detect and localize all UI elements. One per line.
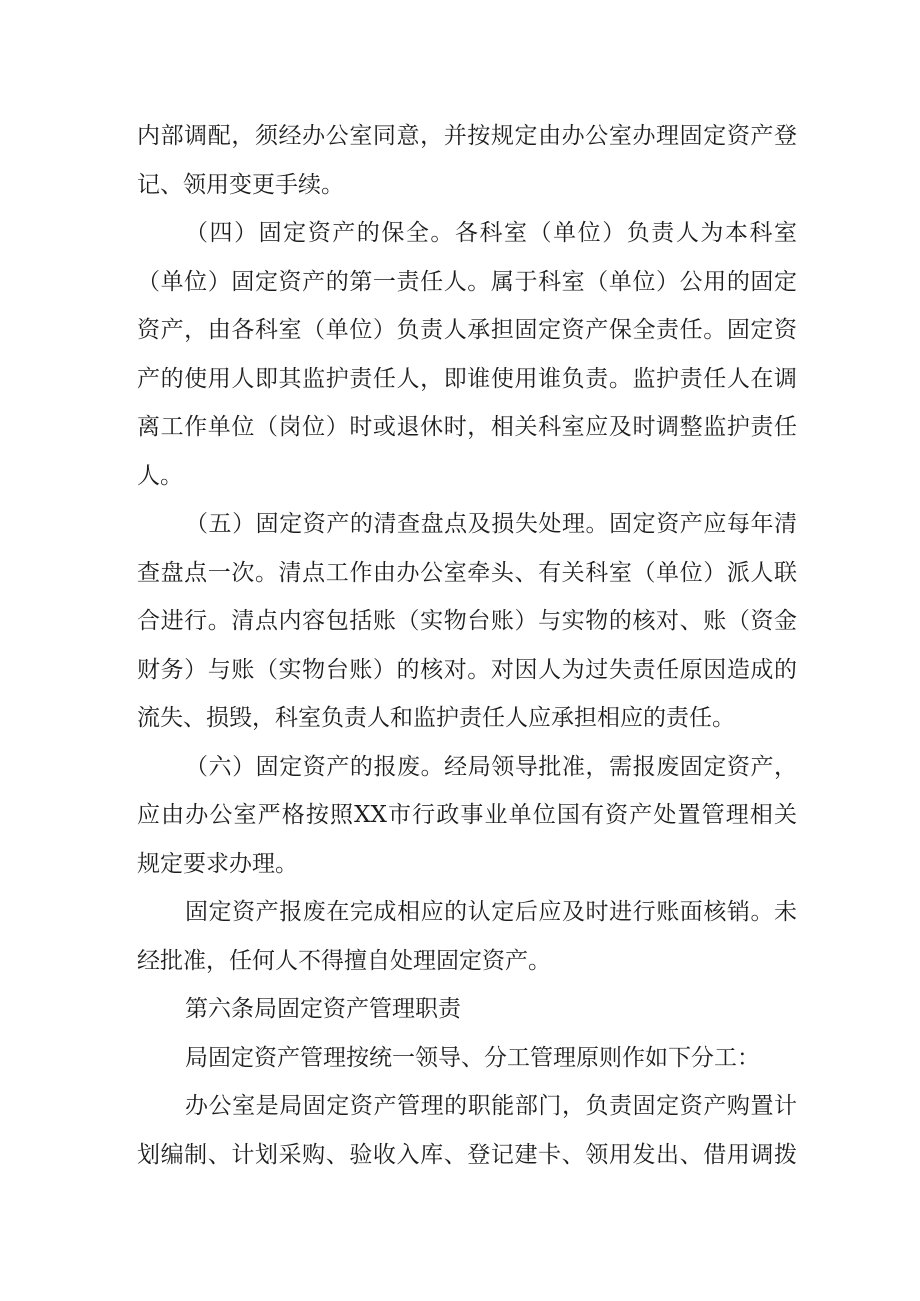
paragraph-line: 产的使用人即其监护责任人，即谁使用谁负责。监护责任人在调 (137, 365, 797, 392)
paragraph-line: 合进行。清点内容包括账（实物台账）与实物的核对、账（资金 (137, 608, 797, 634)
paragraph-line: 经批准，任何人不得擅自处理固定资产。 (137, 947, 551, 974)
paragraph-line: （五）固定资产的清查盘点及损失处理。固定资产应每年清 (185, 511, 797, 537)
paragraph-line: 办公室是局固定资产管理的职能部门，负责固定资产购置计 (185, 1093, 797, 1119)
paragraph-line: （六）固定资产的报废。经局领导批准，需报废固定资产， (185, 753, 797, 780)
paragraph-line: 人。 (137, 462, 183, 489)
section-heading: 第六条局固定资产管理职责 (185, 996, 461, 1022)
paragraph-line: 流失、损毁，科室负责人和监护责任人应承担相应的责任。 (137, 705, 735, 731)
paragraph-line: 记、领用变更手续。 (137, 171, 344, 198)
paragraph-line: 查盘点一次。清点工作由办公室牵头、有关科室（单位）派人联 (137, 559, 797, 586)
paragraph-line: （四）固定资产的保全。各科室（单位）负责人为本科室 (185, 220, 797, 246)
paragraph-line: 规定要求办理。 (137, 850, 298, 877)
paragraph-line: 资产，由各科室（单位）负责人承担固定资产保全责任。固定资 (137, 317, 797, 343)
paragraph-line: 应由办公室严格按照XX市行政事业单位国有资产处置管理相关 (137, 802, 797, 828)
paragraph-line: 财务）与账（实物台账）的核对。对因人为过失责任原因造成的 (137, 656, 797, 683)
paragraph-line: 内部调配，须经办公室同意，并按规定由办公室办理固定资产登 (137, 123, 797, 149)
paragraph-line: 局固定资产管理按统一领导、分工管理原则作如下分工： (185, 1044, 760, 1071)
paragraph-line: （单位）固定资产的第一责任人。属于科室（单位）公用的固定 (137, 268, 797, 295)
paragraph-line: 划编制、计划采购、验收入库、登记建卡、领用发出、借用调拨 (137, 1141, 797, 1168)
document-body (137, 112, 797, 1179)
paragraph-line: 固定资产报废在完成相应的认定后应及时进行账面核销。未 (185, 899, 797, 925)
paragraph-line: 离工作单位（岗位）时或退休时，相关科室应及时调整监护责任 (137, 414, 797, 440)
